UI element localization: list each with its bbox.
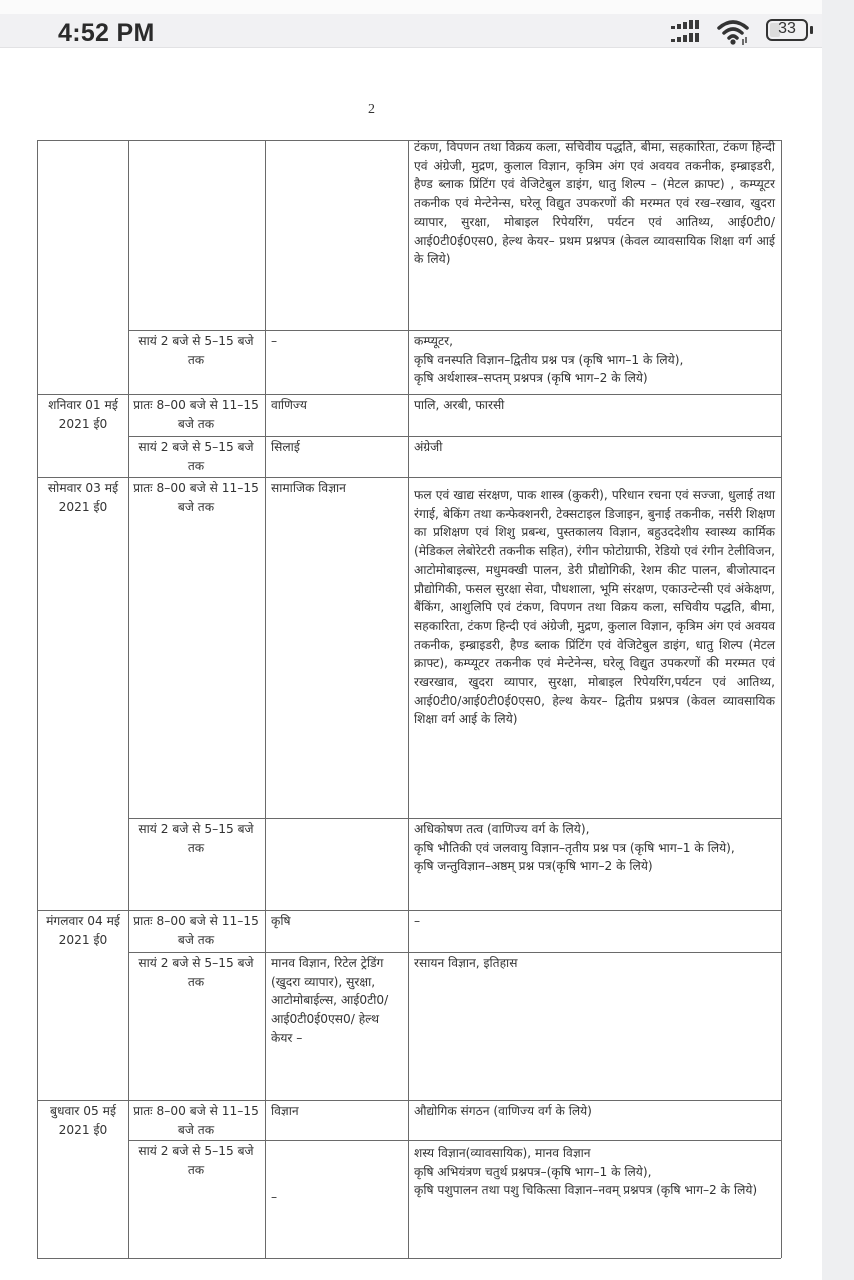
subject-line: कम्प्यूटर, — [414, 334, 453, 348]
subject-col4: पालि, अरबी, फारसी — [414, 398, 505, 412]
battery-percent: 33 — [778, 20, 796, 37]
status-time: 4:52 PM — [58, 19, 155, 47]
subject-col4 — [414, 820, 776, 876]
subject-list-vocational-2: फल एवं खाद्य संरक्षण, पाक शास्त्र (कुकरी), परिधान रचना एवं सज्जा, धुलाई तथा रंगाई, बेकिंग तथा कन्फेक्शनरी, टेक्सटाइल डिजाइन, बुनाई तकनीक, नर्सरी शिक्षण का प्रशिक्षण एवं शिशु प्रबन्ध, पुस्तकालय विज्ञान, बहुउददेशीय स्वास्थ्य कार्मिक (मेडिकल लेबोरेटरी तकनीक सहित), रंगीन फोटोग्राफी, रेडियो एवं रंगीन टेलीविजन, आटोमोबाइल्स, मधुमक्खी पालन, डेरी प्रौद्योगिकी, रेशम कीट पालन, बीजोत्पादन प्रौद्योगिकी, फसल सुरक्षा सेवा, पौधशाला, भूमि संरक्षण, एकाउन्टेन्सी एवं अंकेक्षण, बैंकिंग, आशुलिपि एवं टंकण, विपणन तथा विक्रय कला, सचिवीय पद्धति, बीमा, सहकारिता, टंकण हिन्दी एवं अंग्रेजी, मुद्रण, कुलाल विज्ञान, कृत्रिम अंग एवं अवयव तकनीक, इम्ब्राइडरी, हैण्ड ब्लाक प्रिंटिंग एवं वेजिटेबुल डाइंग, धातु शिल्प (मेटल क्राफ्ट), कम्प्यूटर तकनीक एवं मेन्टेनेन्स, घरेलू विद्युत उपकरणों की मरम्मत एवं रखरखाव, खुदरा व्यापार, सुरक्षा, मोबाइल रिपेयरिंग,पर्यटन एवं आतिथ्य, आई0टी0/आई0टी0ई0एस0, हेल्थ केयर– द्वितीय प्रश्नपत्र (केवल व्यावसायिक शिक्षा वर्ग आई के लिये) — [414, 488, 775, 727]
exam-date: सोमवार 03 मई 2021 ई0 — [47, 481, 119, 514]
time-slot: सायं 2 बजे से 5–15 बजे तक — [138, 334, 254, 367]
table-border-left — [37, 140, 38, 1258]
subject-col3: वाणिज्य — [271, 398, 307, 412]
row-divider — [37, 910, 781, 911]
exam-date: शनिवार 01 मई 2021 ई0 — [48, 398, 118, 431]
row-divider — [37, 394, 781, 395]
time-slot: सायं 2 बजे से 5–15 बजे तक — [138, 822, 254, 855]
subject-line: कृषि पशुपालन तथा पशु चिकित्सा विज्ञान–नवम् प्रश्नपत्र (कृषि भाग–2 के लिये) — [414, 1183, 758, 1198]
time-slot: प्रातः 8–00 बजे से 11–15 बजे तक — [133, 914, 259, 947]
column-divider — [408, 140, 409, 1258]
time-slot: प्रातः 8–00 बजे से 11–15 बजे तक — [133, 1104, 259, 1137]
time-slot: प्रातः 8–00 बजे से 11–15 बजे तक — [133, 398, 259, 431]
time-slot: सायं 2 बजे से 5–15 बजे तक — [138, 956, 254, 989]
subject-col4 — [414, 1144, 776, 1200]
slot-divider — [128, 436, 781, 437]
time-slot: प्रातः 8–00 बजे से 11–15 बजे तक — [133, 481, 259, 514]
subject-col3: सामाजिक विज्ञान — [271, 481, 346, 495]
table-border-bottom — [37, 1258, 781, 1259]
wifi-icon — [716, 18, 754, 46]
exam-date: मंगलवार 04 मई 2021 ई0 — [46, 914, 120, 947]
subject-col4: – — [414, 914, 421, 928]
row-divider — [37, 477, 781, 478]
slot-divider — [128, 818, 781, 819]
time-slot: सायं 2 बजे से 5–15 बजे तक — [138, 440, 254, 473]
slot-divider — [128, 330, 781, 331]
subject-line: अधिकोषण तत्व (वाणिज्य वर्ग के लिये), — [414, 822, 590, 836]
subject-line: शस्य विज्ञान(व्यावसायिक), मानव विज्ञान — [414, 1146, 591, 1160]
slot-divider — [128, 952, 781, 953]
subject-line: कृषि अभियंत्रण चतुर्थ प्रश्नपत्र–(कृषि भाग–1 के लिये), — [414, 1164, 652, 1179]
subject-col4: अंग्रेजी — [414, 440, 443, 454]
exam-schedule-table — [37, 140, 781, 1258]
subject-col3: – — [271, 334, 278, 348]
subject-line: कृषि जन्तुविज्ञान–अष्ठम् प्रश्न पत्र(कृषि भाग–2 के लिये) — [414, 859, 653, 874]
subject-list-vocational-1: टंकण, विपणन तथा विक्रय कला, सचिवीय पद्धति, बीमा, सहकारिता, टंकण हिन्दी एवं अंग्रेजी, मुद्रण, कुलाल विज्ञान, कृत्रिम अंग एवं अवयव तकनीक, इम्ब्राइडरी, हैण्ड ब्लाक प्रिंटिंग एवं वेजिटेबुल डाइंग, धातु शिल्प – (मेटल क्राफ्ट) , कम्प्यूटर तकनीक एवं मेन्टेनेन्स, घरेलू विद्युत उपकरणों की मरम्मत एवं रख–रखाव, खुदरा व्यापार, सुरक्षा, मोबाइल रिपेयरिंग, पर्यटन एवं आतिथ्य, आई0टी0/आई0टी0ई0एस0, हेल्थ केयर– प्रथम प्रश्नपत्र (केवल व्यावसायिक शिक्षा वर्ग आई के लिये) — [414, 140, 775, 267]
slot-divider — [128, 1140, 781, 1141]
exam-date: बुधवार 05 मई 2021 ई0 — [50, 1104, 116, 1137]
page-number: 2 — [368, 102, 375, 117]
table-border-right — [781, 140, 782, 1258]
subject-col3: विज्ञान — [271, 1104, 299, 1118]
subject-line: कृषि अर्थशास्त्र–सप्तम् प्रश्नपत्र (कृषि भाग–2 के लिये) — [414, 371, 648, 386]
subject-col3: कृषि — [271, 914, 291, 928]
battery-nub — [810, 26, 813, 34]
viewer-margin — [822, 0, 854, 1280]
column-divider — [265, 140, 266, 1258]
time-slot: सायं 2 बजे से 5–15 बजे तक — [138, 1144, 254, 1177]
subject-line: कृषि भौतिकी एवं जलवायु विज्ञान–तृतीय प्रश्न पत्र (कृषि भाग–1 के लिये), — [414, 840, 735, 855]
subject-col4: औद्योगिक संगठन (वाणिज्य वर्ग के लिये) — [414, 1104, 592, 1118]
subject-col3: मानव विज्ञान, रिटेल ट्रेडिंग (खुदरा व्यापार), सुरक्षा, आटोमोबाईल्स, आई0टी0/ आई0टी0ई0एस0/ हेल्थ केयर – — [271, 956, 389, 1045]
subject-col3: – — [271, 1190, 278, 1204]
subject-col4: रसायन विज्ञान, इतिहास — [414, 956, 518, 970]
battery-icon — [766, 19, 808, 41]
status-bar — [0, 0, 822, 48]
subject-col3: सिलाई — [271, 440, 300, 454]
subject-line: कृषि वनस्पति विज्ञान–द्वितीय प्रश्न पत्र (कृषि भाग–1 के लिये), — [414, 352, 684, 367]
column-divider — [128, 140, 129, 1258]
row-divider — [37, 1100, 781, 1101]
subject-col4 — [414, 332, 776, 388]
signal-icon — [671, 20, 705, 44]
